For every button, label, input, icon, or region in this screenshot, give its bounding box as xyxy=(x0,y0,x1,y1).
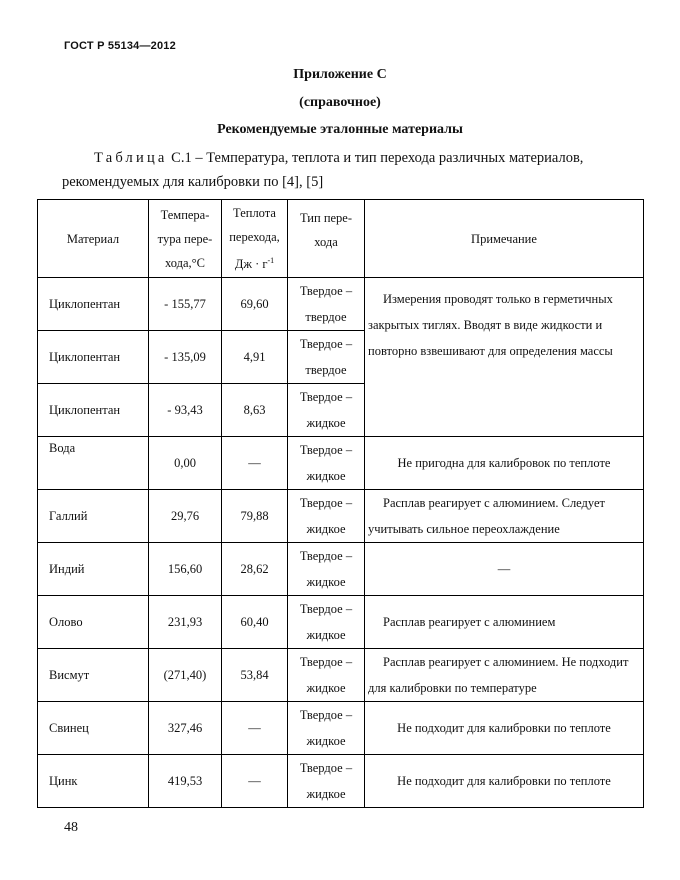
cell-material: Циклопентан xyxy=(38,331,149,384)
caption-label: Таблица xyxy=(94,150,168,166)
table-row xyxy=(38,596,644,649)
cell-transition-type xyxy=(288,490,365,543)
header-heat-line3 xyxy=(225,249,284,276)
table-row xyxy=(38,649,644,702)
table-row xyxy=(38,543,644,596)
header-note: Примечание xyxy=(365,200,644,278)
cell-temperature: 419,53 xyxy=(149,755,222,808)
cell-temperature: - 135,09 xyxy=(149,331,222,384)
cell-heat: 8,63 xyxy=(222,384,288,437)
cell-type-line1: Твердое – xyxy=(299,708,353,722)
cell-note: Расплав реагирует с алюминием xyxy=(365,596,644,649)
cell-type-line2: жидкое xyxy=(306,787,346,801)
cell-type-line2: жидкое xyxy=(306,575,346,589)
cell-note: Расплав реагирует с алюминием. Не подходит для калибровки по температуре xyxy=(365,649,644,702)
cell-temperature: - 93,43 xyxy=(149,384,222,437)
cell-type-line2: жидкое xyxy=(306,734,346,748)
cell-heat: — xyxy=(222,702,288,755)
cell-temperature: 0,00 xyxy=(149,437,222,490)
header-temperature-line2: тура пере- xyxy=(157,231,213,246)
cell-material: Олово xyxy=(38,596,149,649)
table-row xyxy=(38,437,644,490)
cell-transition-type xyxy=(288,649,365,702)
cell-type-line1: Твердое – xyxy=(299,602,353,616)
header-material: Материал xyxy=(38,200,149,278)
cell-type-line2: жидкое xyxy=(306,416,346,430)
cell-temperature: 327,46 xyxy=(149,702,222,755)
cell-transition-type xyxy=(288,384,365,437)
cell-type-line1: Твердое – xyxy=(299,655,353,669)
cell-note: Не пригодна для калибровок по теплоте xyxy=(365,437,644,490)
cell-note: Не подходит для калибровки по теплоте xyxy=(365,755,644,808)
cell-temperature: 231,93 xyxy=(149,596,222,649)
cell-note: Расплав реагирует с алюминием. Следует учитывать сильное переохлаждение xyxy=(365,490,644,543)
cell-transition-type xyxy=(288,596,365,649)
header-heat-exponent: -1 xyxy=(267,255,275,265)
cell-material: Циклопентан xyxy=(38,278,149,331)
appendix-subtitle: (справочное) xyxy=(299,95,381,110)
header-heat-unit: Дж · г xyxy=(234,257,268,272)
cell-temperature: 156,60 xyxy=(149,543,222,596)
cell-note-merged: Измерения проводят только в герметичных закрытых тиглях. Вводят в виде жидкости и повторно взвешивают для определения массы xyxy=(365,278,644,437)
header-temperature xyxy=(149,200,222,278)
cell-heat: — xyxy=(222,755,288,808)
header-temperature-line3: хода,°С xyxy=(164,255,206,270)
cell-type-line1: Твердое – xyxy=(299,390,353,404)
cell-temperature: 29,76 xyxy=(149,490,222,543)
cell-note: Не подходит для калибровки по теплоте xyxy=(365,702,644,755)
table-header-row xyxy=(38,200,644,278)
header-temperature-line1: Темпера- xyxy=(160,207,210,222)
cell-heat: 4,91 xyxy=(222,331,288,384)
cell-material: Вода xyxy=(38,437,149,490)
cell-material: Галлий xyxy=(38,490,149,543)
cell-heat: 60,40 xyxy=(222,596,288,649)
header-heat-line2: перехода, xyxy=(229,229,280,244)
table-row xyxy=(38,490,644,543)
table-row xyxy=(38,702,644,755)
cell-material: Индий xyxy=(38,543,149,596)
cell-transition-type xyxy=(288,702,365,755)
table-row xyxy=(38,278,644,331)
cell-transition-type xyxy=(288,755,365,808)
cell-type-line2: твердое xyxy=(305,363,347,377)
cell-type-line2: твердое xyxy=(305,310,347,324)
caption-text-line2: рекомендуемых для калибровки по [4], [5] xyxy=(62,174,324,190)
table-caption xyxy=(62,146,642,194)
cell-material: Свинец xyxy=(38,702,149,755)
cell-heat: 79,88 xyxy=(222,490,288,543)
cell-temperature: - 155,77 xyxy=(149,278,222,331)
cell-type-line1: Твердое – xyxy=(299,761,353,775)
header-heat xyxy=(222,200,288,278)
cell-heat: 28,62 xyxy=(222,543,288,596)
cell-type-line1: Твердое – xyxy=(299,337,353,351)
page-number: 48 xyxy=(64,820,78,835)
header-type-line2: хода xyxy=(314,235,338,249)
cell-type-line1: Твердое – xyxy=(299,443,353,457)
cell-type-line1: Твердое – xyxy=(299,496,353,510)
cell-type-line2: жидкое xyxy=(306,628,346,642)
cell-note: — xyxy=(365,543,644,596)
cell-type-line2: жидкое xyxy=(306,469,346,483)
cell-material: Висмут xyxy=(38,649,149,702)
appendix-heading: Рекомендуемые эталонные материалы xyxy=(217,122,463,137)
cell-heat: — xyxy=(222,437,288,490)
cell-heat: 69,60 xyxy=(222,278,288,331)
cell-material: Цинк xyxy=(38,755,149,808)
cell-heat: 53,84 xyxy=(222,649,288,702)
cell-transition-type xyxy=(288,437,365,490)
header-transition-type xyxy=(288,200,365,278)
cell-temperature: (271,40) xyxy=(149,649,222,702)
cell-transition-type xyxy=(288,331,365,384)
header-heat-line1: Теплота xyxy=(233,205,276,220)
table-row xyxy=(38,755,644,808)
caption-text-line1: – Температура, теплота и тип перехода различных материалов, xyxy=(191,150,584,166)
cell-type-line1: Твердое – xyxy=(299,284,353,298)
cell-type-line1: Твердое – xyxy=(299,549,353,563)
cell-material: Циклопентан xyxy=(38,384,149,437)
cell-transition-type xyxy=(288,278,365,331)
caption-number: С.1 xyxy=(167,150,192,166)
materials-table xyxy=(37,199,644,808)
document-header: ГОСТ Р 55134—2012 xyxy=(64,40,176,52)
appendix-title: Приложение С xyxy=(293,67,387,82)
cell-transition-type xyxy=(288,543,365,596)
header-type-line1: Тип пере- xyxy=(299,211,353,225)
cell-type-line2: жидкое xyxy=(306,522,346,536)
cell-type-line2: жидкое xyxy=(306,681,346,695)
